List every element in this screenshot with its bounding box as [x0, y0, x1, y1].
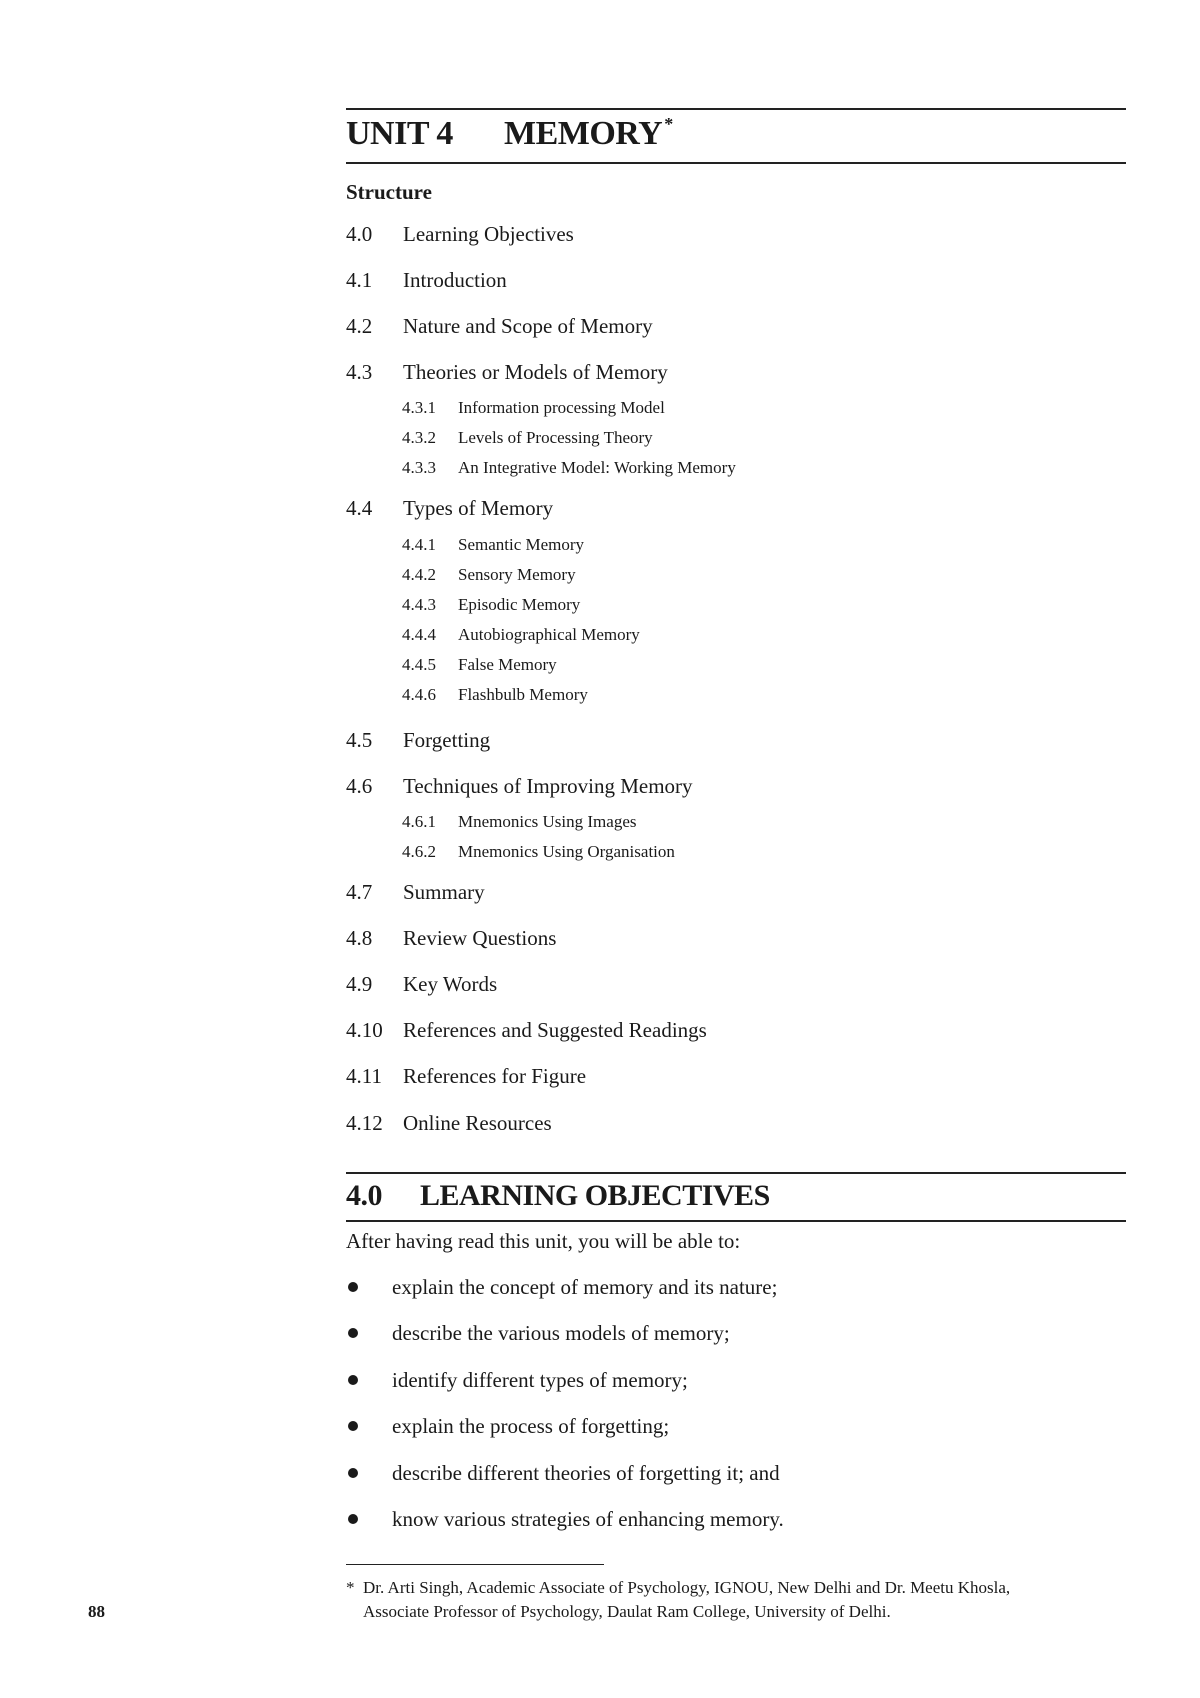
objective-item — [348, 1275, 777, 1300]
toc-number: 4.4.2 — [402, 565, 436, 584]
toc-item — [346, 268, 507, 293]
toc-number: 4.4.1 — [402, 535, 436, 554]
section-number: 4.0 — [346, 1179, 382, 1212]
bullet-icon — [348, 1328, 358, 1338]
footnote — [346, 1576, 1136, 1624]
toc-text: Levels of Processing Theory — [458, 428, 653, 447]
toc-text: Review Questions — [403, 926, 557, 950]
objective-item — [348, 1461, 780, 1486]
objective-item — [348, 1321, 730, 1346]
bullet-icon — [348, 1468, 358, 1478]
toc-subitem — [402, 428, 653, 448]
toc-number: 4.3.2 — [402, 428, 436, 447]
unit-title — [346, 114, 673, 153]
toc-number: 4.4.4 — [402, 625, 436, 644]
toc-text: Mnemonics Using Images — [458, 812, 637, 831]
toc-number: 4.3.3 — [402, 458, 436, 477]
toc-number: 4.4 — [346, 496, 373, 520]
toc-item — [346, 360, 668, 385]
toc-text: Summary — [403, 880, 485, 904]
bullet-icon — [348, 1514, 358, 1524]
toc-text: An Integrative Model: Working Memory — [458, 458, 736, 477]
objective-item — [348, 1368, 688, 1393]
toc-subitem — [402, 565, 576, 585]
objective-text: explain the concept of memory and its nature; — [392, 1275, 778, 1299]
toc-item — [346, 1018, 707, 1043]
page-number: 88 — [88, 1602, 105, 1621]
toc-text: References for Figure — [403, 1064, 587, 1088]
toc-text: Techniques of Improving Memory — [403, 774, 693, 798]
toc-number: 4.0 — [346, 222, 373, 246]
toc-number: 4.8 — [346, 926, 373, 950]
toc-number: 4.4.6 — [402, 685, 436, 704]
toc-text: Mnemonics Using Organisation — [458, 842, 675, 861]
toc-subitem — [402, 812, 636, 832]
section-name: LEARNING OBJECTIVES — [420, 1179, 770, 1212]
toc-number: 4.7 — [346, 880, 373, 904]
section-header — [346, 1172, 1126, 1222]
objective-text: describe different theories of forgetting it; and — [392, 1461, 780, 1485]
bullet-icon — [348, 1282, 358, 1292]
unit-header — [346, 108, 1126, 164]
toc-number: 4.6.1 — [402, 812, 436, 831]
toc-number: 4.12 — [346, 1111, 383, 1135]
toc-subitem — [402, 625, 640, 645]
structure-heading: Structure — [346, 180, 432, 204]
objective-item — [348, 1507, 784, 1532]
objectives-intro: After having read this unit, you will be able to: — [346, 1229, 741, 1253]
toc-subitem — [402, 535, 584, 555]
toc-text: False Memory — [458, 655, 557, 674]
toc-number: 4.4.5 — [402, 655, 436, 674]
objective-item — [348, 1414, 669, 1439]
toc-item — [346, 1064, 586, 1089]
bullet-icon — [348, 1375, 358, 1385]
toc-text: Online Resources — [403, 1111, 552, 1135]
toc-number: 4.6.2 — [402, 842, 436, 861]
toc-subitem — [402, 595, 580, 615]
toc-text: Semantic Memory — [458, 535, 585, 554]
toc-number: 4.5 — [346, 728, 373, 752]
toc-text: Forgetting — [403, 728, 491, 752]
toc-item — [346, 1111, 552, 1136]
footnote-marker: * — [346, 1578, 355, 1597]
toc-subitem — [402, 842, 675, 862]
toc-number: 4.9 — [346, 972, 373, 996]
unit-name: MEMORY — [504, 115, 663, 152]
toc-subitem — [402, 458, 736, 478]
toc-number: 4.3.1 — [402, 398, 436, 417]
toc-text: Nature and Scope of Memory — [403, 314, 653, 338]
footnote-line-2: Associate Professor of Psychology, Daulat Ram College, University of Delhi. — [363, 1602, 891, 1621]
toc-number: 4.2 — [346, 314, 373, 338]
unit-footnote-marker: * — [664, 114, 673, 134]
toc-number: 4.4.3 — [402, 595, 436, 614]
toc-item — [346, 222, 574, 247]
toc-text: Types of Memory — [403, 496, 554, 520]
toc-item — [346, 496, 553, 521]
toc-text: Episodic Memory — [458, 595, 581, 614]
toc-text: Learning Objectives — [403, 222, 574, 246]
objective-text: identify different types of memory; — [392, 1368, 688, 1392]
toc-subitem — [402, 398, 665, 418]
toc-item — [346, 314, 653, 339]
toc-number: 4.1 — [346, 268, 373, 292]
bullet-icon — [348, 1421, 358, 1431]
toc-text: References and Suggested Readings — [403, 1018, 707, 1042]
toc-item — [346, 926, 556, 951]
objective-text: describe the various models of memory; — [392, 1321, 730, 1345]
toc-text: Information processing Model — [458, 398, 665, 417]
footnote-divider — [346, 1564, 604, 1565]
toc-subitem — [402, 685, 588, 705]
toc-item — [346, 880, 485, 905]
toc-text: Theories or Models of Memory — [403, 360, 668, 384]
toc-text: Introduction — [403, 268, 507, 292]
toc-text: Flashbulb Memory — [458, 685, 588, 704]
toc-text: Autobiographical Memory — [458, 625, 640, 644]
toc-text: Sensory Memory — [458, 565, 576, 584]
toc-item — [346, 972, 497, 997]
toc-number: 4.6 — [346, 774, 373, 798]
toc-item — [346, 774, 693, 799]
toc-number: 4.11 — [346, 1064, 382, 1088]
unit-label: UNIT 4 — [346, 115, 453, 152]
objective-text: know various strategies of enhancing memory. — [392, 1507, 784, 1531]
toc-number: 4.3 — [346, 360, 373, 384]
objective-text: explain the process of forgetting; — [392, 1414, 670, 1438]
section-title — [346, 1179, 770, 1213]
toc-number: 4.10 — [346, 1018, 383, 1042]
toc-item — [346, 728, 490, 753]
toc-subitem — [402, 655, 557, 675]
toc-text: Key Words — [403, 972, 498, 996]
footnote-line-1: Dr. Arti Singh, Academic Associate of Psychology, IGNOU, New Delhi and Dr. Meetu Khosla, — [363, 1578, 1011, 1597]
